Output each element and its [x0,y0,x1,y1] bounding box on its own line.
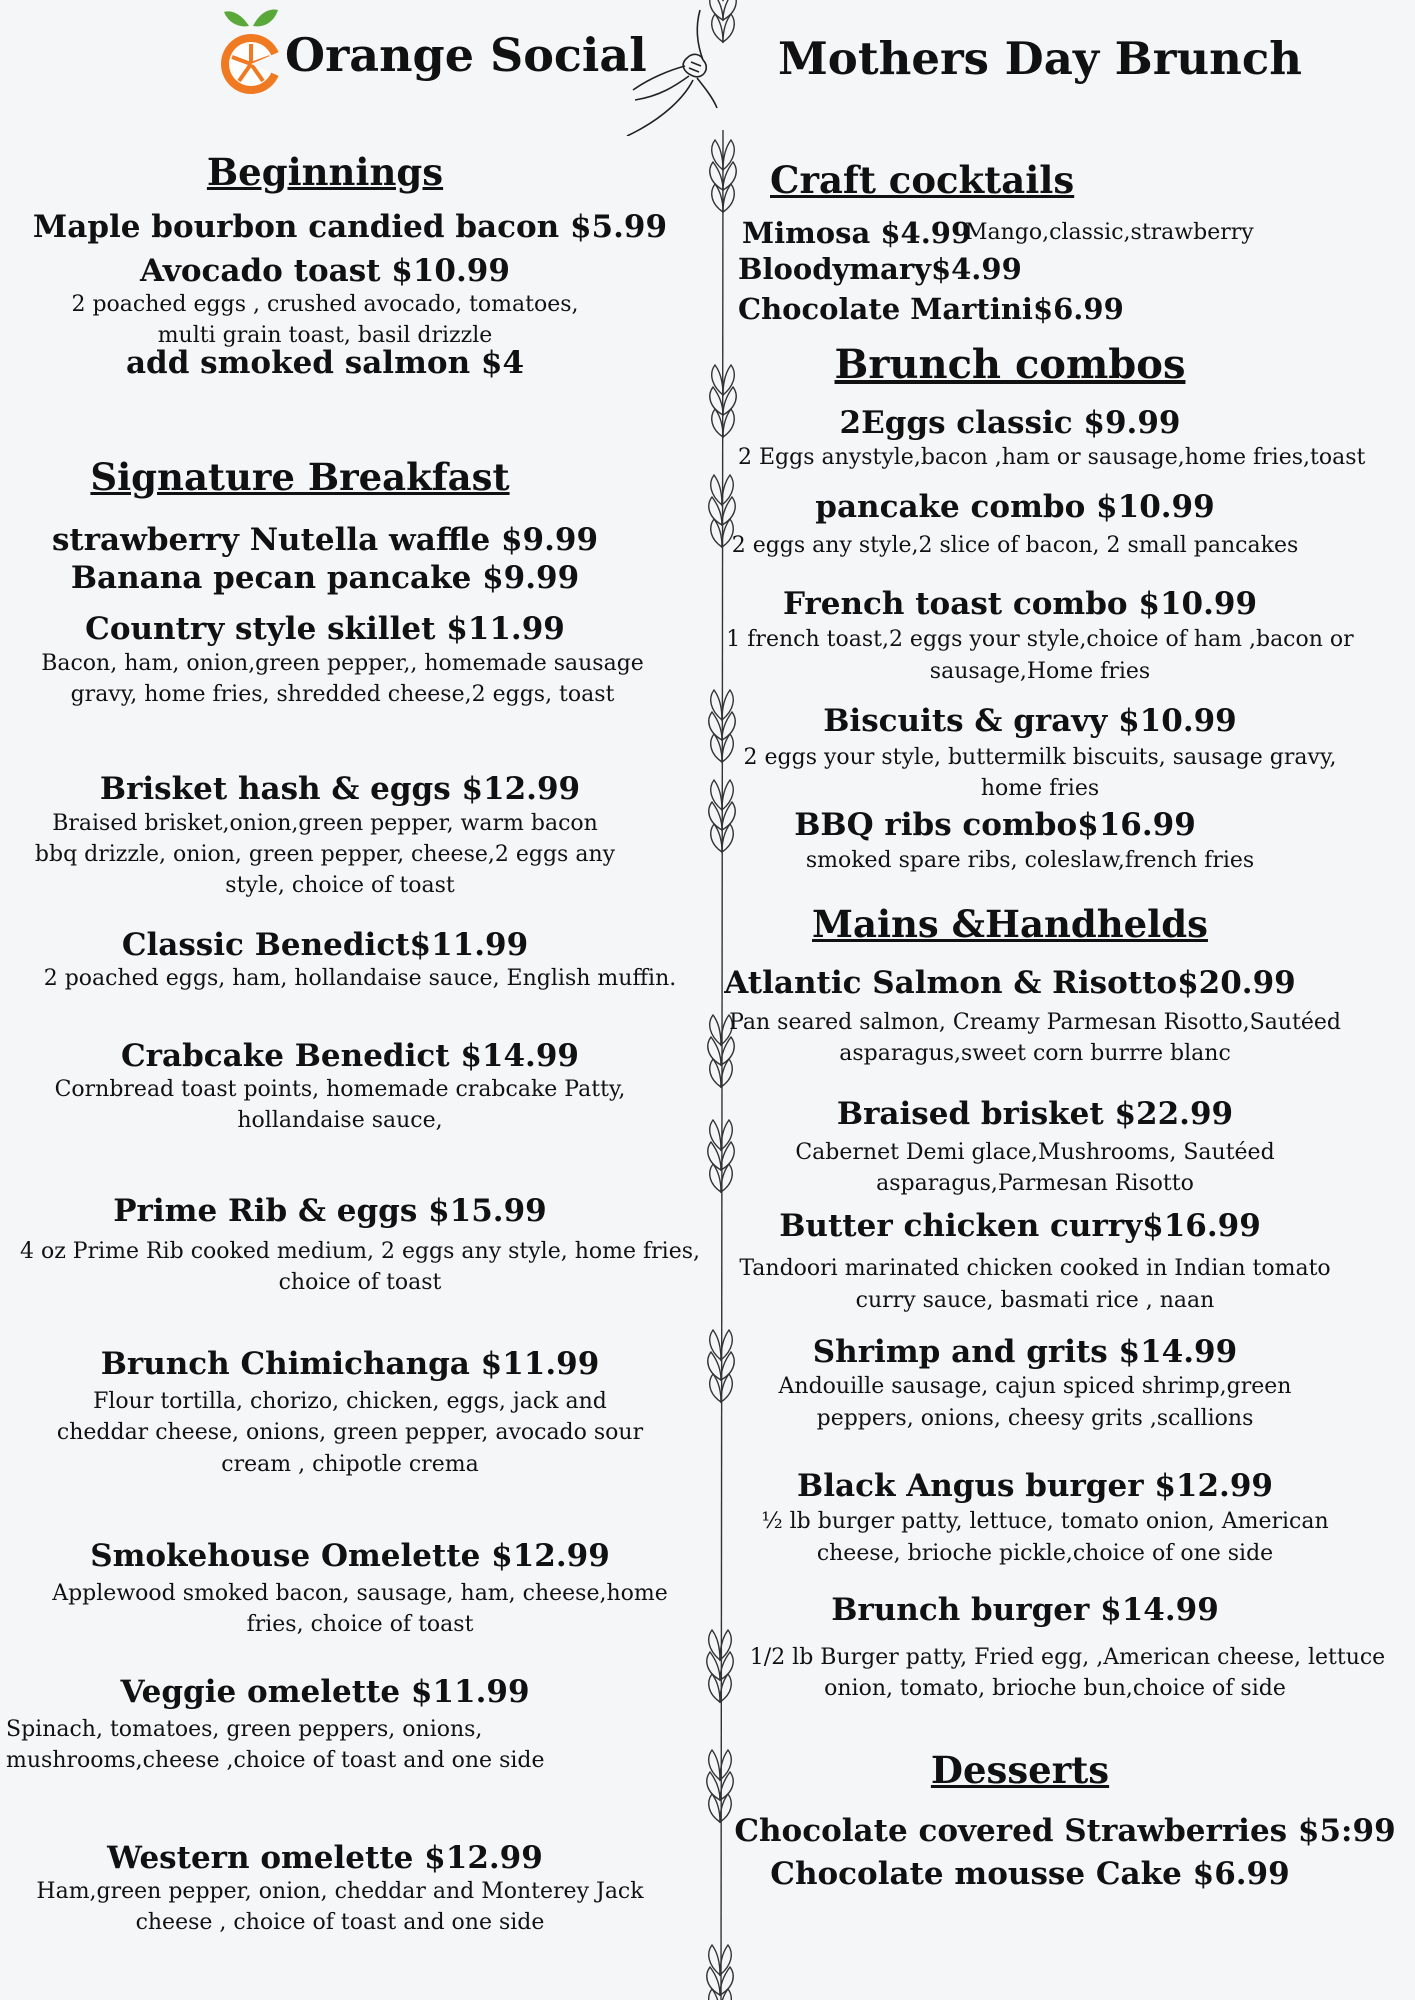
menu-item-eggs-classic: 2Eggs classic $9.99 [839,405,1181,441]
menu-item-pancake: Banana pecan pancake $9.99 [70,560,580,596]
page-title: Mothers Day Brunch [778,32,1302,85]
menu-item-butter-chicken-curry: Butter chicken curry$16.99 [779,1208,1261,1244]
menu-item-braised-brisket: Braised brisket $22.99 [836,1096,1234,1132]
item-description: 1 french toast,2 eggs your style,choice of ham ,bacon or [726,627,1354,652]
item-description: gravy, home fries, shredded cheese,2 eggs, toast [70,682,615,707]
menu-item-waffle: strawberry Nutella waffle $9.99 [51,522,599,558]
item-description: smoked spare ribs, coleslaw,french fries [805,848,1255,873]
item-description: cheese , choice of toast and one side [135,1910,545,1935]
menu-item-chocolate-martini: Chocolate Martini$6.99 [738,292,1124,326]
item-description: Cornbread toast points, homemade crabcake Patty, [54,1077,626,1102]
item-description: Braised brisket,onion,green pepper, warm bacon [52,811,598,836]
orange-logo-icon [216,4,286,96]
item-description: 1/2 lb Burger patty, Fried egg, ,American cheese, lettuce [749,1645,1386,1670]
menu-item-atlantic-salmon: Atlantic Salmon & Risotto$20.99 [724,965,1296,1001]
section-heading-desserts: Desserts [930,1748,1110,1792]
menu-item-western-omelette: Western omelette $12.99 [107,1840,543,1876]
menu-item-mimosa: Mimosa $4.99 [742,216,972,250]
brand-name: Orange Social [285,28,647,82]
item-description: mushrooms,cheese ,choice of toast and one side [6,1748,545,1773]
item-description: Flour tortilla, chorizo, chicken, eggs, jack and [93,1389,607,1414]
item-description: bbq drizzle, onion, green pepper, cheese,2 eggs any [34,842,616,867]
section-heading-mains-handhelds: Mains &Handhelds [812,902,1208,946]
mimosa-flavors: Mango,classic,strawberry [965,220,1254,245]
item-description: Ham,green pepper, onion, cheddar and Monterey Jack [36,1879,644,1904]
item-description: cream , chipotle crema [221,1452,479,1477]
item-description: 2 poached eggs, ham, hollandaise sauce, English muffin. [43,966,677,991]
item-description: 4 oz Prime Rib cooked medium, 2 eggs any style, home fries, [19,1239,701,1264]
item-description: 2 Eggs anystyle,bacon ,ham or sausage,home fries,toast [738,445,1366,470]
menu-item-shrimp-grits: Shrimp and grits $14.99 [812,1334,1238,1370]
menu-item-maple-bacon: Maple bourbon candied bacon $5.99 [32,209,668,245]
item-description: Pan seared salmon, Creamy Parmesan Risotto,Sautéed [729,1010,1341,1035]
menu-item-skillet: Country style skillet $11.99 [85,611,565,647]
item-description: hollandaise sauce, [237,1108,443,1133]
section-heading-beginnings: Beginnings [206,150,444,194]
menu-item-french-toast-combo: French toast combo $10.99 [782,586,1258,622]
item-description: fries, choice of toast [246,1612,474,1637]
item-description: Tandoori marinated chicken cooked in Indian tomato [739,1256,1331,1281]
item-description: Bacon, ham, onion,green pepper,, homemade sausage [41,651,644,676]
item-description: asparagus,sweet corn burrre blanc [839,1041,1231,1066]
section-heading-signature-breakfast: Signature Breakfast [90,455,510,499]
item-description: multi grain toast, basil drizzle [157,323,493,348]
item-description: peppers, onions, cheesy grits ,scallions [816,1406,1254,1431]
menu-item-pancake-combo: pancake combo $10.99 [815,489,1215,525]
menu-item-black-angus-burger: Black Angus burger $12.99 [797,1468,1273,1504]
menu-item-veggie-omelette: Veggie omelette $11.99 [120,1674,530,1710]
section-heading-craft-cocktails: Craft cocktails [770,158,1075,202]
item-description: onion, tomato, brioche bun,choice of side [824,1676,1286,1701]
section-heading-brunch-combos: Brunch combos [834,341,1186,388]
item-description: curry sauce, basmati rice , naan [855,1288,1215,1313]
menu-item-brisket-hash: Brisket hash & eggs $12.99 [99,771,581,807]
menu-item-bbq-ribs-combo: BBQ ribs combo$16.99 [794,807,1196,843]
item-description: Applewood smoked bacon, sausage, ham, cheese,home [52,1581,668,1606]
item-description: ½ lb burger patty, lettuce, tomato onion, American [761,1509,1329,1534]
item-description: cheese, brioche pickle,choice of one side [816,1541,1274,1566]
menu-item-crabcake-benedict: Crabcake Benedict $14.99 [121,1038,579,1074]
item-description: Cabernet Demi glace,Mushrooms, Sautéed [795,1140,1275,1165]
item-description: sausage,Home fries [929,659,1151,684]
item-description: Andouille sausage, cajun spiced shrimp,green [778,1374,1292,1399]
item-description: 2 eggs any style,2 slice of bacon, 2 small pancakes [731,533,1299,558]
item-description: choice of toast [278,1270,442,1295]
menu-item-avocado-toast: Avocado toast $10.99 [140,253,510,289]
item-description: home fries [980,776,1100,801]
brand-logo [216,4,286,96]
menu-item-smokehouse-omelette: Smokehouse Omelette $12.99 [90,1538,610,1574]
item-description: asparagus,Parmesan Risotto [876,1171,1194,1196]
menu-item-biscuits-gravy: Biscuits & gravy $10.99 [823,703,1237,739]
menu-item-brunch-burger: Brunch burger $14.99 [831,1592,1219,1628]
menu-item-bloodymary: Bloodymary$4.99 [738,252,1022,286]
menu-item-chocolate-mousse-cake: Chocolate mousse Cake $6.99 [770,1856,1290,1892]
item-description: 2 eggs your style, buttermilk biscuits, sausage gravy, [743,745,1337,770]
menu-addon-smoked-salmon: add smoked salmon $4 [125,345,525,381]
item-description: style, choice of toast [225,873,455,898]
item-description: 2 poached eggs , crushed avocado, tomatoes, [71,292,579,317]
item-description: Spinach, tomatoes, green peppers, onions, [6,1717,483,1742]
menu-item-prime-rib: Prime Rib & eggs $15.99 [113,1193,547,1229]
item-description: cheddar cheese, onions, green pepper, avocado sour [56,1420,644,1445]
menu-item-chocolate-strawberries: Chocolate covered Strawberries $5:99 [734,1813,1396,1849]
menu-item-chimichanga: Brunch Chimichanga $11.99 [100,1346,600,1382]
menu-item-classic-benedict: Classic Benedict$11.99 [121,927,529,963]
